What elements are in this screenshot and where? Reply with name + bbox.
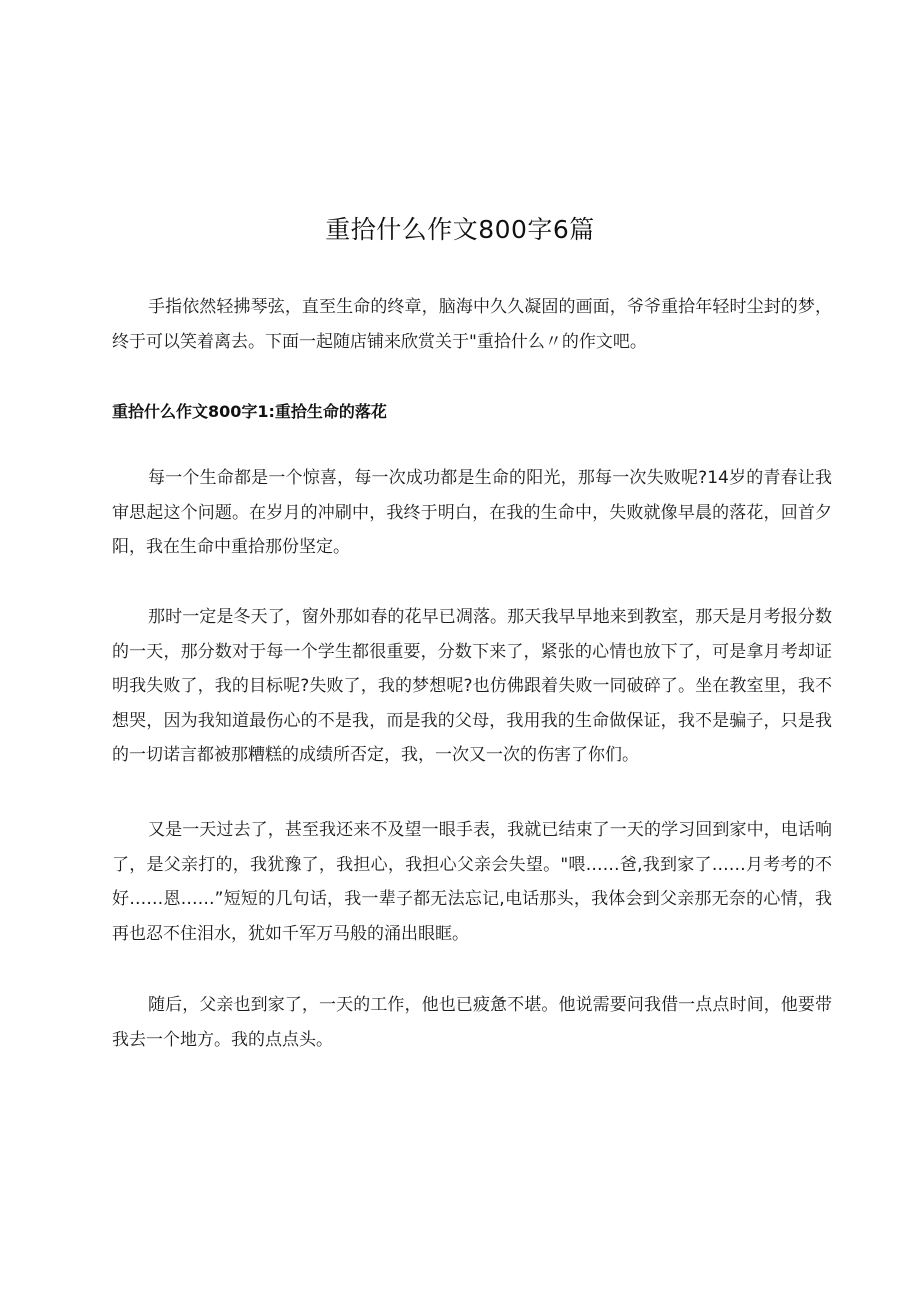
- section-heading: 重拾什么作文800字1:重拾生命的落花: [112, 402, 387, 421]
- body-paragraph-3: 又是一天过去了，甚至我还来不及望一眼手表，我就已结束了一天的学习回到家中，电话响了，是父亲打的，我犹豫了，我担心，我担心父亲会失望。"喂……爸,我到家了……月考考的不好……恩……”短短的几句话，我一辈子都无法忘记,电话那头，我体会到父亲那无奈的心情，我再也忍不住泪水，犹如千军万马般的涌出眼眶。: [112, 820, 832, 944]
- body-paragraph-4: 随后，父亲也到家了，一天的工作，他也已疲惫不堪。他说需要问我借一点点时间，他要带我去一个地方。我的点点头。: [112, 995, 832, 1050]
- body-paragraph-1: 每一个生命都是一个惊喜，每一次成功都是生命的阳光，那每一次失败呢?14岁的青春让我审思起这个问题。在岁月的冲刷中，我终于明白，在我的生命中，失败就像早晨的落花，回首夕阳，我在生命中重拾那份坚定。: [112, 468, 832, 557]
- document-title: 重拾什么作文800字6篇: [325, 215, 595, 244]
- body-paragraph-2: 那时一定是冬天了，窗外那如春的花早已凋落。那天我早早地来到教室，那天是月考报分数的一天，那分数对于每一个学生都很重要，分数下来了，紧张的心情也放下了，可是拿月考却证明我失败了，我的目标呢?失败了，我的梦想呢?也仿佛跟着失败一同破碎了。坐在教室里，我不想哭，因为我知道最伤心的不是我，而是我的父母，我用我的生命做保证，我不是骗子，只是我的一切诺言都被那糟糕的成绩所否定，我，一次又一次的伤害了你们。: [112, 607, 832, 765]
- intro-paragraph: 手指依然轻拂琴弦，直至生命的终章，脑海中久久凝固的画面，爷爷重拾年轻时尘封的梦，终于可以笑着离去。下面一起随店铺来欣赏关于"重拾什么〃的作文吧。: [112, 297, 832, 352]
